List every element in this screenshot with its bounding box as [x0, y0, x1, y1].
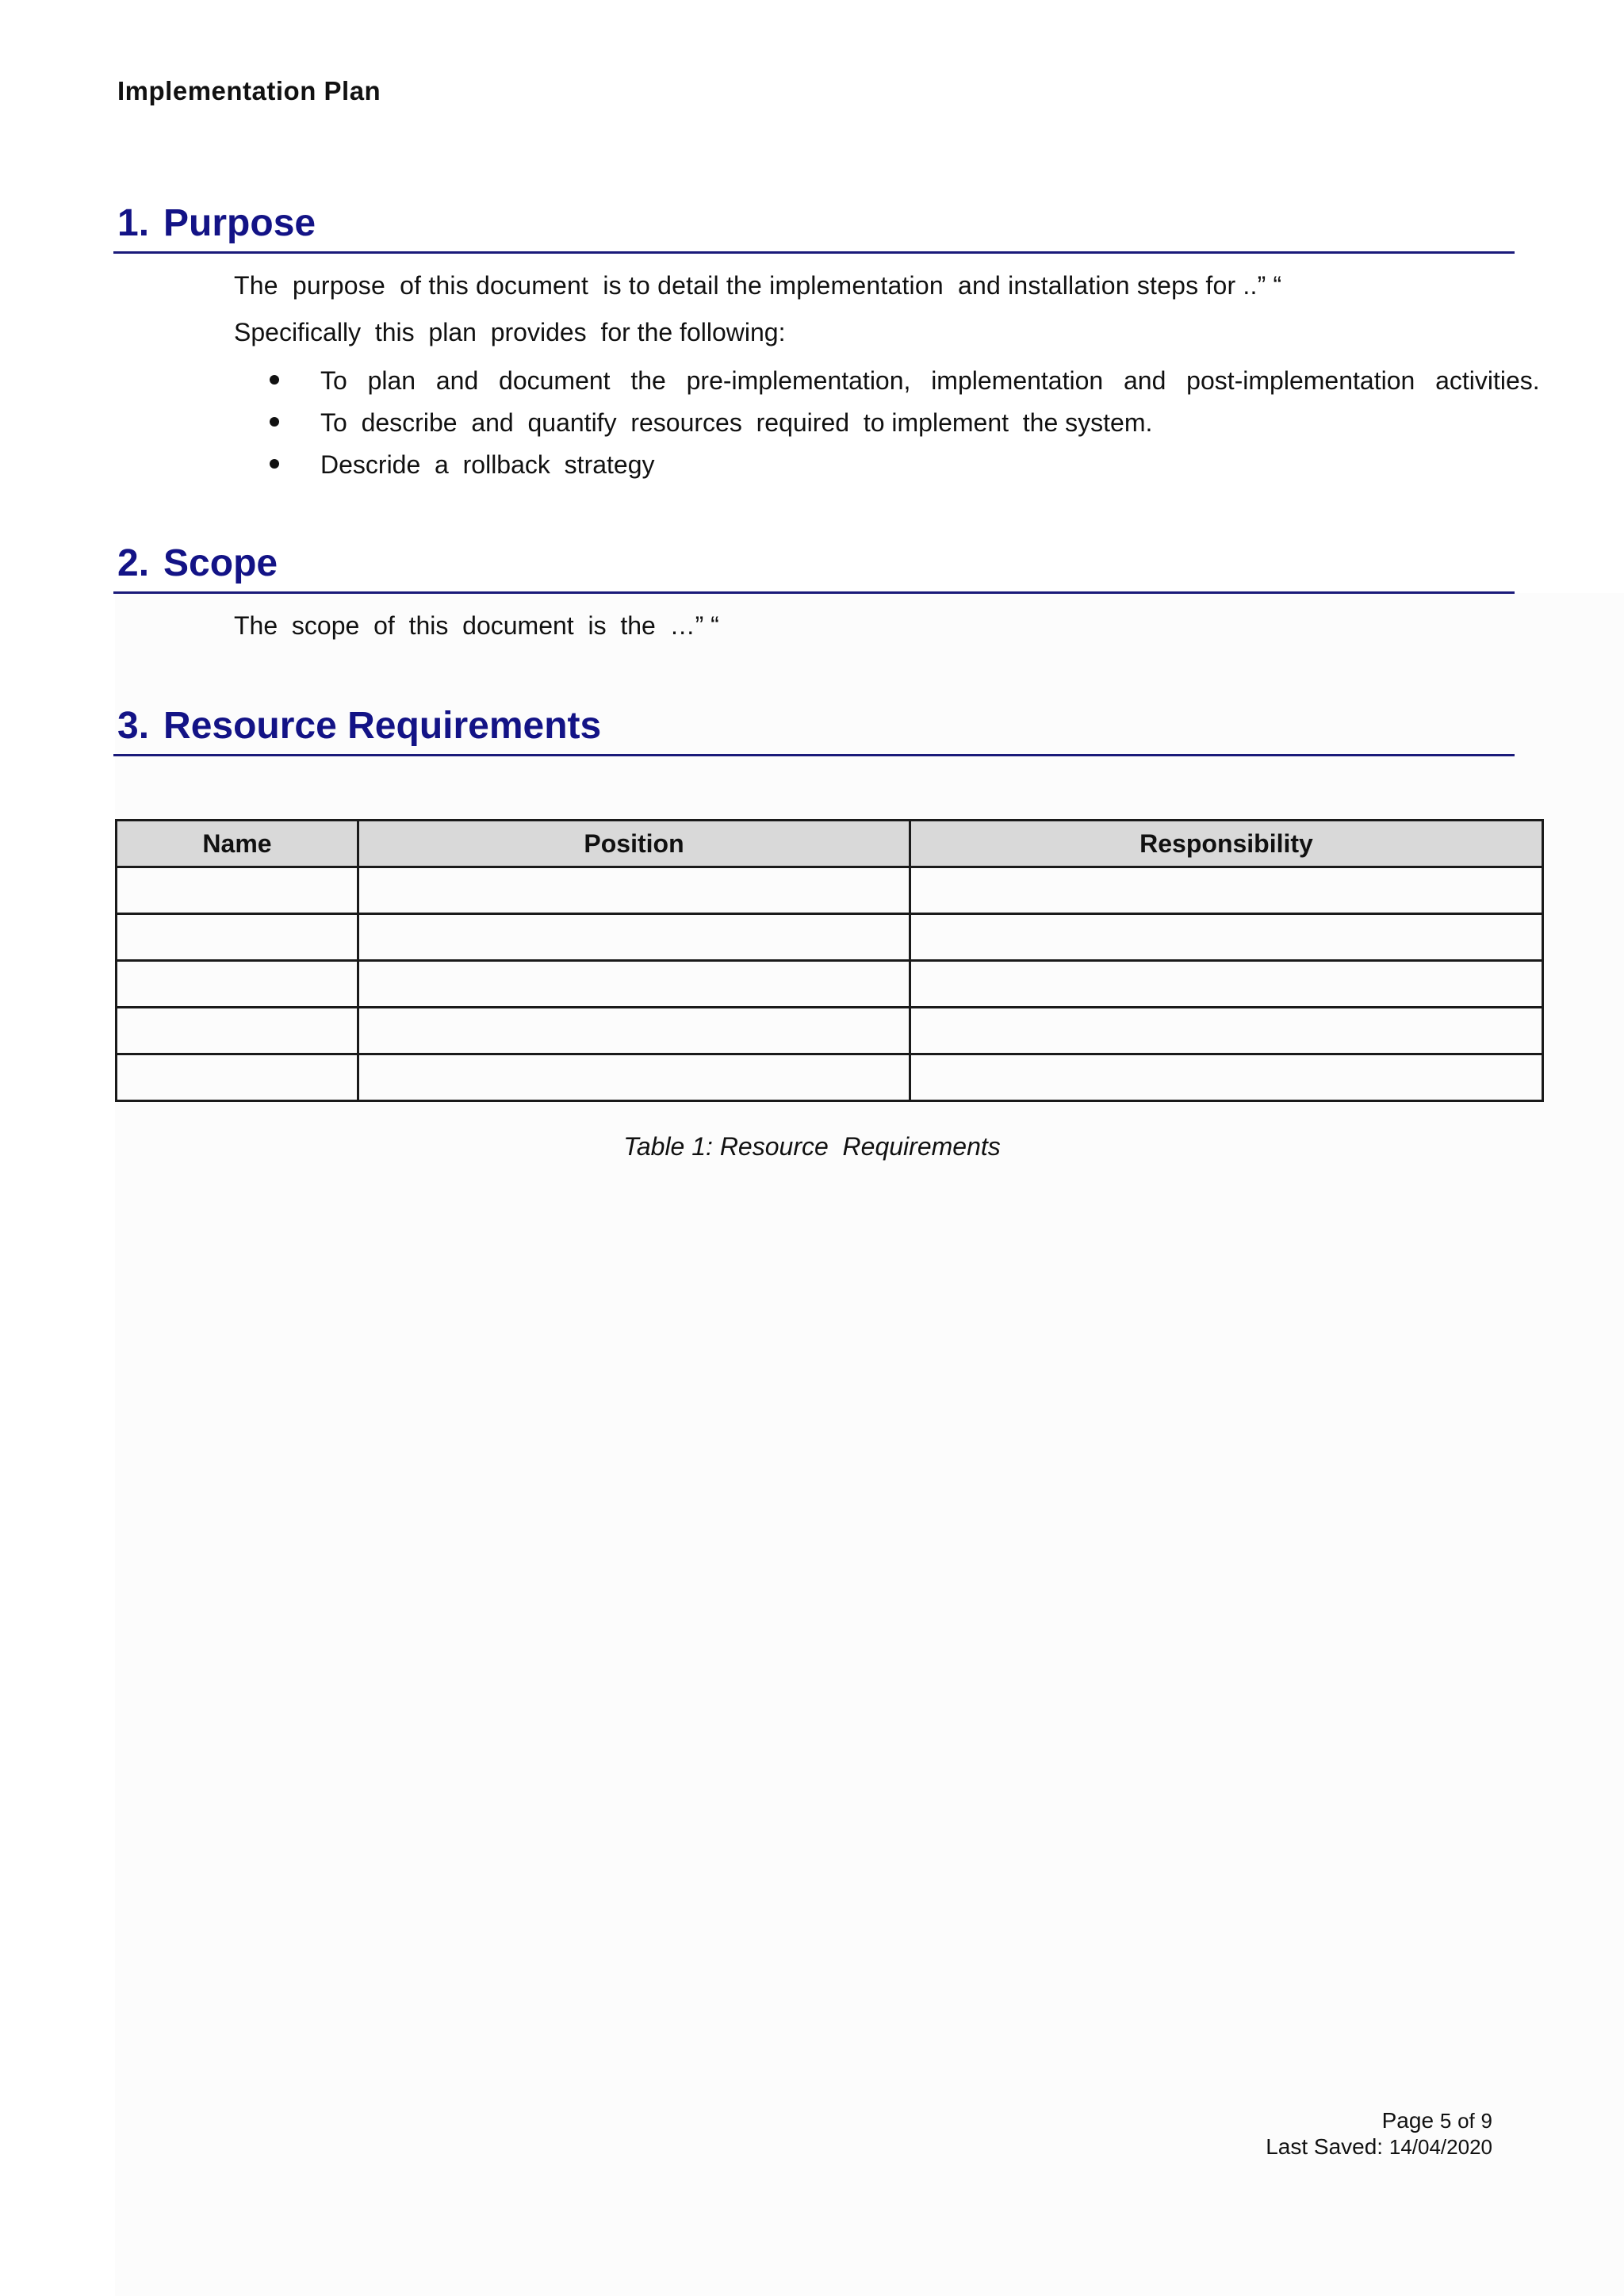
section-number: 1.: [117, 202, 150, 244]
last-saved-label: Last Saved:: [1266, 2134, 1384, 2160]
page-number-line: [1266, 2107, 1492, 2133]
table-cell: [910, 914, 1543, 961]
table-cell: [117, 961, 358, 1008]
table-cell: [358, 961, 910, 1008]
table-cell: [117, 1008, 358, 1054]
list-item-text: To describe and quantify resources required to implement the system.: [320, 408, 1153, 437]
section-heading-purpose: [113, 202, 1515, 254]
table-row: [117, 1054, 1543, 1101]
table-row: [117, 961, 1543, 1008]
list-item-text: Descride a rollback strategy: [320, 450, 655, 479]
table-cell: [117, 914, 358, 961]
page-total: 9: [1480, 2109, 1492, 2133]
column-header-position: Position: [358, 821, 910, 867]
table-header-row: [117, 821, 1543, 867]
table-cell: [358, 1054, 910, 1101]
page-of-label: of: [1457, 2109, 1475, 2133]
table-cell: [117, 867, 358, 914]
section-title: Resource Requirements: [163, 705, 602, 747]
bullet-icon: [270, 375, 279, 385]
table-cell: [117, 1054, 358, 1101]
column-header-name: Name: [117, 821, 358, 867]
table-caption: Table 1: Resource Requirements: [623, 1132, 1001, 1161]
scope-paragraph: The scope of this document is the …” “: [234, 611, 719, 640]
page-label: Page: [1381, 2108, 1434, 2133]
page-number: 5: [1439, 2109, 1452, 2133]
list-item-text: To plan and document the pre-implementation, implementation and post-implementation activities.: [320, 366, 1540, 395]
page-footer: [1266, 2107, 1492, 2160]
table-cell: [358, 1008, 910, 1054]
document-header-title: Implementation Plan: [117, 76, 381, 105]
section-title: Purpose: [163, 202, 316, 244]
section-number: 2.: [117, 542, 150, 584]
table-row: [117, 867, 1543, 914]
last-saved-date: 14/04/2020: [1388, 2135, 1492, 2160]
table-cell: [910, 1054, 1543, 1101]
resource-requirements-table: [115, 819, 1544, 1102]
column-header-responsibility: Responsibility: [910, 821, 1543, 867]
table-cell: [358, 867, 910, 914]
section-number: 3.: [117, 705, 150, 747]
purpose-intro: Specifically this plan provides for the following:: [234, 318, 786, 346]
bullet-icon: [270, 459, 279, 469]
table-row: [117, 914, 1543, 961]
last-saved-line: [1266, 2133, 1492, 2160]
table-cell: [358, 914, 910, 961]
section-heading-resource-requirements: [113, 707, 1515, 756]
bullet-icon: [270, 417, 279, 427]
table-cell: [910, 1008, 1543, 1054]
section-title: Scope: [163, 542, 278, 584]
table-row: [117, 1008, 1543, 1054]
section-heading-scope: [113, 542, 1515, 594]
table-cell: [910, 961, 1543, 1008]
purpose-paragraph: The purpose of this document is to detail the implementation and installation steps for ..” “: [234, 271, 1282, 300]
table-cell: [910, 867, 1543, 914]
